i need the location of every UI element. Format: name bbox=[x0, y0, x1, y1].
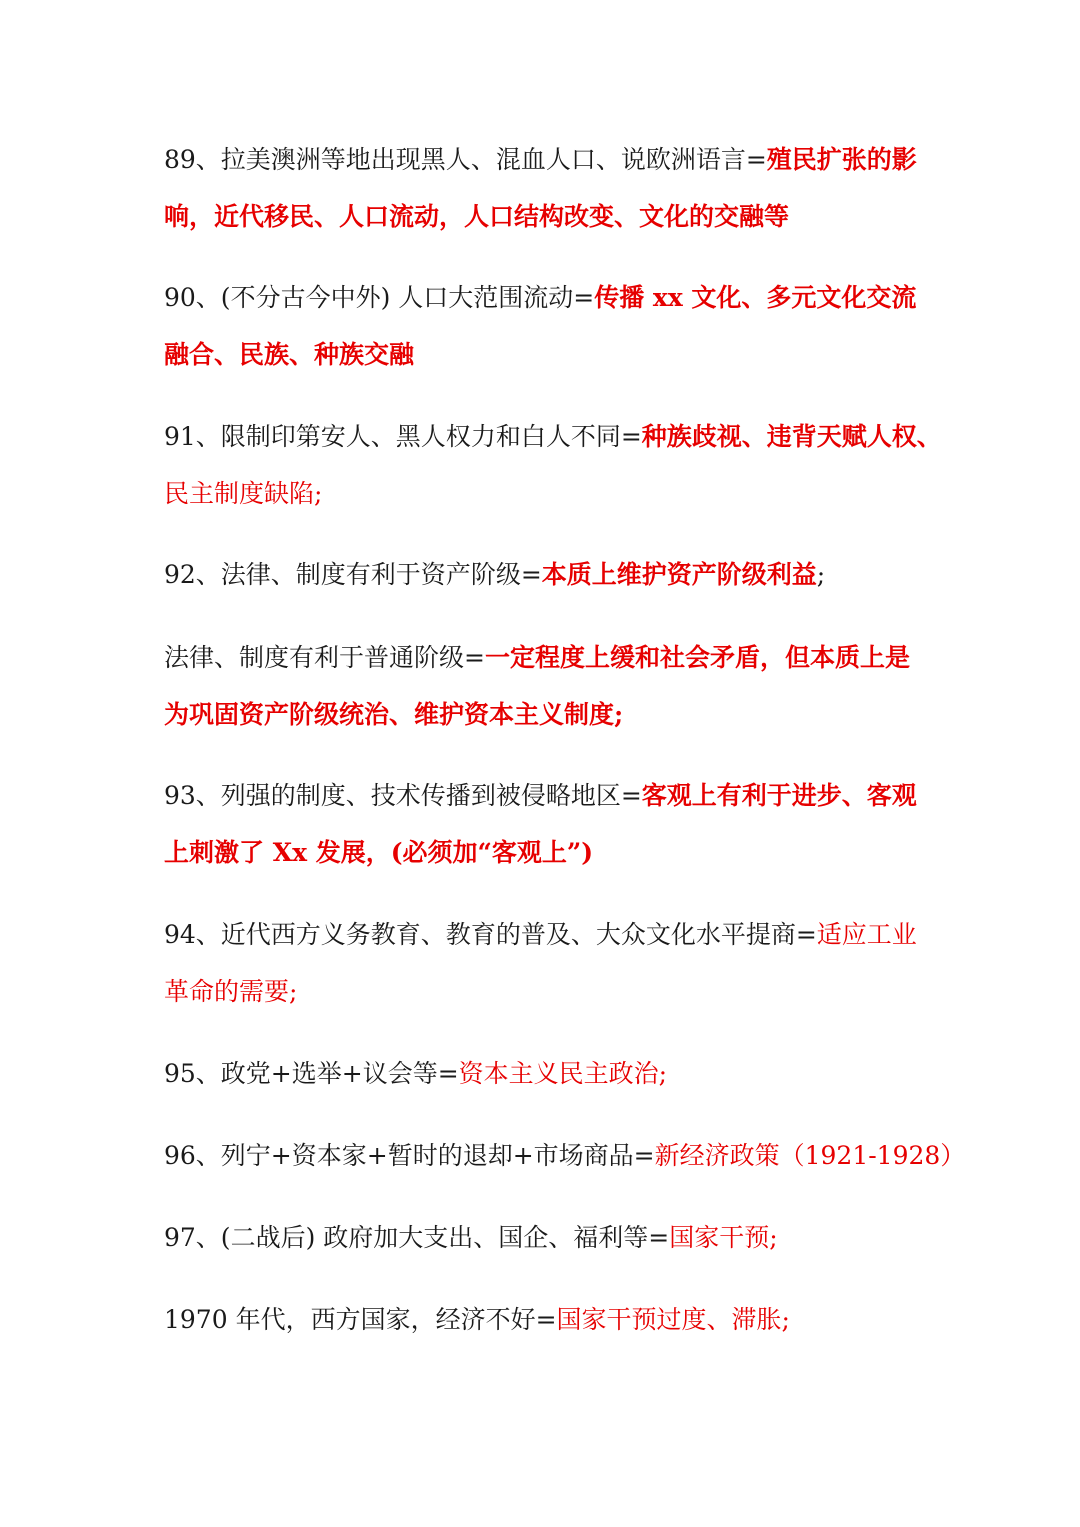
entry-1970s-line-1 bbox=[164, 1291, 924, 1348]
entry-97 bbox=[164, 1209, 924, 1266]
entry-89-line-2-highlight: 响，近代移民、人口流动，人口结构改变、文化的交融等 bbox=[164, 202, 790, 231]
entry-93-line-1-text: 93、列强的制度、技术传播到被侵略地区= bbox=[164, 781, 642, 810]
entry-89-line-1 bbox=[164, 131, 924, 188]
entry-94-line-2-highlight: 革命的需要; bbox=[164, 977, 298, 1006]
entry-94-line-1-text: 94、近代西方义务教育、教育的普及、大众文化水平提商= bbox=[164, 920, 817, 949]
entry-90-line-2 bbox=[164, 326, 924, 383]
entry-97-line-1 bbox=[164, 1209, 924, 1266]
entry-90-line-2-highlight: 融合、民族、种族交融 bbox=[164, 340, 415, 369]
entry-90-line-1-highlight: 传播 xx 文化、多元文化交流 bbox=[594, 283, 917, 312]
entry-92-b-line-2 bbox=[164, 686, 924, 743]
entry-92-b-line-2-highlight: 为巩固资产阶级统治、维护资本主义制度; bbox=[164, 700, 624, 729]
entry-93-line-1-highlight: 客观上有利于进步、客观 bbox=[641, 781, 917, 810]
entry-90 bbox=[164, 269, 924, 383]
entry-96-line-1-highlight: 新经济政策（1921-1928） bbox=[654, 1141, 966, 1170]
entry-89 bbox=[164, 131, 924, 245]
entry-92-b-line-1-highlight: 一定程度上缓和社会矛盾，但本质上是 bbox=[484, 643, 910, 672]
entry-1970s-line-1-highlight: 国家干预过度、滞胀; bbox=[556, 1305, 790, 1334]
entry-96 bbox=[164, 1127, 966, 1184]
entry-92 bbox=[164, 546, 924, 603]
entry-1970s bbox=[164, 1291, 924, 1348]
entry-91-line-1 bbox=[164, 408, 942, 465]
entry-90-line-1-text: 90、(不分古今中外) 人口大范围流动= bbox=[164, 283, 595, 312]
entry-89-line-2 bbox=[164, 188, 924, 245]
entry-93 bbox=[164, 767, 924, 881]
entry-94-line-2 bbox=[164, 963, 924, 1020]
entry-94-line-1 bbox=[164, 906, 924, 963]
entry-91-line-2 bbox=[164, 465, 924, 522]
entry-92-b-line-1 bbox=[164, 629, 924, 686]
entry-92-line-1-text: 92、法律、制度有利于资产阶级= bbox=[164, 560, 542, 589]
entry-91-line-1-highlight: 种族歧视、违背天赋人权、 bbox=[641, 422, 942, 451]
entry-95-line-1-text: 95、政党+选举+议会等= bbox=[164, 1059, 459, 1088]
entry-92-b bbox=[164, 629, 924, 743]
entry-95 bbox=[164, 1045, 924, 1102]
entry-94 bbox=[164, 906, 924, 1020]
entry-90-line-1 bbox=[164, 269, 924, 326]
entry-97-line-1-highlight: 国家干预; bbox=[669, 1223, 778, 1252]
entry-91 bbox=[164, 408, 942, 522]
entry-92-line-1-highlight: 本质上维护资产阶级利益 bbox=[541, 560, 817, 589]
entry-92-b-line-1-text: 法律、制度有利于普通阶级= bbox=[164, 643, 485, 672]
entry-93-line-2-highlight: 上刺激了 Xx 发展，(必须加“客观上”) bbox=[164, 838, 594, 867]
entry-96-line-1 bbox=[164, 1127, 966, 1184]
entry-94-line-1-highlight: 适应工业 bbox=[816, 920, 917, 949]
entry-97-line-1-text: 97、(二战后) 政府加大支出、国企、福利等= bbox=[164, 1223, 670, 1252]
entry-1970s-line-1-text: 1970 年代，西方国家，经济不好= bbox=[164, 1305, 557, 1334]
entry-95-line-1 bbox=[164, 1045, 924, 1102]
entry-96-line-1-text: 96、列宁+资本家+暂时的退却+市场商品= bbox=[164, 1141, 655, 1170]
entry-92-line-1 bbox=[164, 546, 924, 603]
entry-95-line-1-highlight: 资本主义民主政治; bbox=[458, 1059, 668, 1088]
entry-92-line-1-tail: ; bbox=[816, 560, 826, 589]
entry-91-line-1-text: 91、限制印第安人、黑人权力和白人不同= bbox=[164, 422, 642, 451]
entry-91-line-2-highlight: 民主制度缺陷; bbox=[164, 479, 323, 508]
entry-93-line-2 bbox=[164, 824, 924, 881]
entry-89-line-1-highlight: 殖民扩张的影 bbox=[766, 145, 917, 174]
entry-89-line-1-text: 89、拉美澳洲等地出现黑人、混血人口、说欧洲语言= bbox=[164, 145, 767, 174]
entry-93-line-1 bbox=[164, 767, 924, 824]
